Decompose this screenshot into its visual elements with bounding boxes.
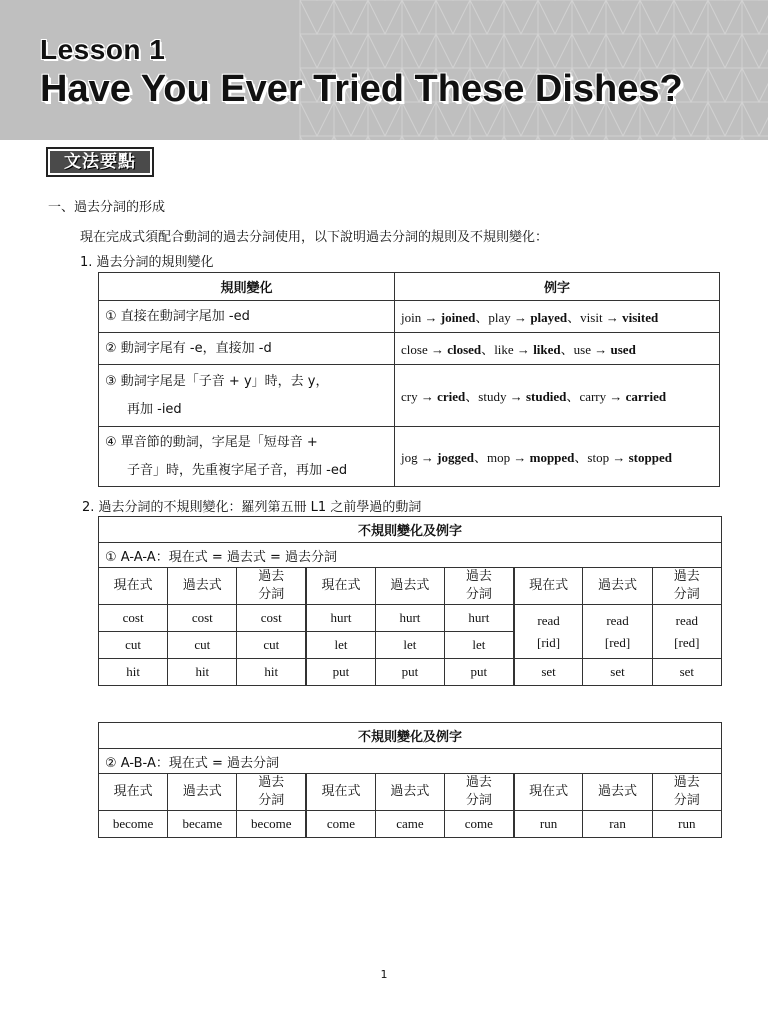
column-header: 現在式 (514, 568, 583, 605)
verb-cell: read [rid] (514, 605, 583, 659)
verb-cell: hit (168, 659, 237, 686)
verb-cell: let (445, 632, 514, 659)
verb-cell: became (168, 811, 237, 838)
column-header: 過去式 (375, 774, 444, 811)
verb-cell: put (375, 659, 444, 686)
verb-row (99, 811, 722, 838)
verb-cell: hurt (306, 605, 375, 632)
verb-cell: run (652, 811, 721, 838)
example-cell: cry → cried、study → studied、carry → carried (395, 365, 720, 427)
example-cell: close → closed、like → liked、use → used (395, 333, 720, 365)
lesson-title: Have You Ever Tried These Dishes? (40, 68, 683, 110)
column-header: 現在式 (514, 774, 583, 811)
column-header: 過去 分詞 (237, 568, 306, 605)
rule-number: ① (105, 308, 121, 324)
rule-text: 動詞字尾是「子音 + y」時，去 y， (120, 373, 329, 389)
verb-cell: cut (99, 632, 168, 659)
verb-cell: cost (99, 605, 168, 632)
verb-cell: set (583, 659, 652, 686)
section-heading: 一、過去分詞的形成 (48, 200, 166, 215)
rule-text: 子音」時，先重複字尾子音，再加 -ed (127, 462, 348, 478)
verb-cell: hit (237, 659, 306, 686)
column-header: 過去式 (168, 568, 237, 605)
verb-row (99, 659, 722, 686)
verb-cell: set (652, 659, 721, 686)
column-header: 現在式 (306, 774, 375, 811)
verb-cell: cost (237, 605, 306, 632)
verb-cell: hurt (375, 605, 444, 632)
rule-cell (99, 333, 395, 365)
verb-cell: put (445, 659, 514, 686)
verb-row (99, 605, 722, 632)
rule-cell (99, 427, 395, 487)
regular-changes-table (98, 272, 720, 487)
rule-cell (99, 365, 395, 427)
regular-rule-row (99, 427, 720, 487)
intro-text: 現在完成式須配合動詞的過去分詞使用，以下說明過去分詞的規則及不規則變化： (80, 230, 549, 245)
verb-cell: ran (583, 811, 652, 838)
irregular-table-aba (98, 722, 722, 838)
rule-number: ② (105, 340, 121, 356)
rule-number: ④ (105, 434, 121, 450)
rule-number: ③ (105, 373, 121, 389)
verb-cell: cut (237, 632, 306, 659)
verb-cell: cost (168, 605, 237, 632)
column-header: 過去 分詞 (445, 568, 514, 605)
grammar-points-badge: 文法要點 (46, 147, 154, 177)
verb-cell: run (514, 811, 583, 838)
verb-cell: hit (99, 659, 168, 686)
column-header: 過去式 (583, 568, 652, 605)
verb-cell: put (306, 659, 375, 686)
column-header: 過去式 (375, 568, 444, 605)
example-cell: join → joined、play → played、visit → visited (395, 301, 720, 333)
example-cell: jog → jogged、mop → mopped、stop → stopped (395, 427, 720, 487)
column-header: 現在式 (99, 774, 168, 811)
rule-cell (99, 301, 395, 333)
verb-cell: came (375, 811, 444, 838)
part1-heading: 1. 過去分詞的規則變化 (80, 255, 214, 270)
verb-cell: read [red] (652, 605, 721, 659)
verb-cell: become (99, 811, 168, 838)
rule-text: 單音節的動詞，字尾是「短母音 + (120, 434, 318, 450)
rule-text: 再加 -ied (127, 401, 182, 417)
irregular-table-aaa (98, 516, 722, 686)
irregular-subtitle: ② A-B-A：現在式 = 過去分詞 (99, 749, 722, 774)
verb-cell: read [red] (583, 605, 652, 659)
verb-cell: let (306, 632, 375, 659)
verb-cell: set (514, 659, 583, 686)
verb-cell: come (445, 811, 514, 838)
rule-text: 直接在動詞字尾加 -ed (120, 308, 250, 324)
regular-rule-row (99, 333, 720, 365)
verb-cell: cut (168, 632, 237, 659)
rule-text: 動詞字尾有 -e，直接加 -d (120, 340, 272, 356)
column-header: 過去式 (583, 774, 652, 811)
irregular-subtitle: ① A-A-A：現在式 = 過去式 = 過去分詞 (99, 543, 722, 568)
column-header: 過去 分詞 (445, 774, 514, 811)
regular-rule-row (99, 301, 720, 333)
col-rule-header: 規則變化 (99, 273, 395, 301)
irregular-caption: 不規則變化及例字 (99, 723, 722, 749)
verb-cell: let (375, 632, 444, 659)
verb-cell: come (306, 811, 375, 838)
column-header: 現在式 (99, 568, 168, 605)
col-example-header: 例字 (395, 273, 720, 301)
lesson-label: Lesson 1 (40, 34, 166, 65)
verb-cell: hurt (445, 605, 514, 632)
regular-rule-row (99, 365, 720, 427)
verb-cell: become (237, 811, 306, 838)
lesson-header (0, 0, 768, 140)
column-header: 過去 分詞 (237, 774, 306, 811)
part2-heading: 2. 過去分詞的不規則變化：羅列第五冊 L1 之前學過的動詞 (82, 500, 422, 515)
column-header: 現在式 (306, 568, 375, 605)
column-header: 過去 分詞 (652, 568, 721, 605)
column-header: 過去 分詞 (652, 774, 721, 811)
page-number: 1 (380, 968, 388, 981)
column-header: 過去式 (168, 774, 237, 811)
irregular-caption: 不規則變化及例字 (99, 517, 722, 543)
